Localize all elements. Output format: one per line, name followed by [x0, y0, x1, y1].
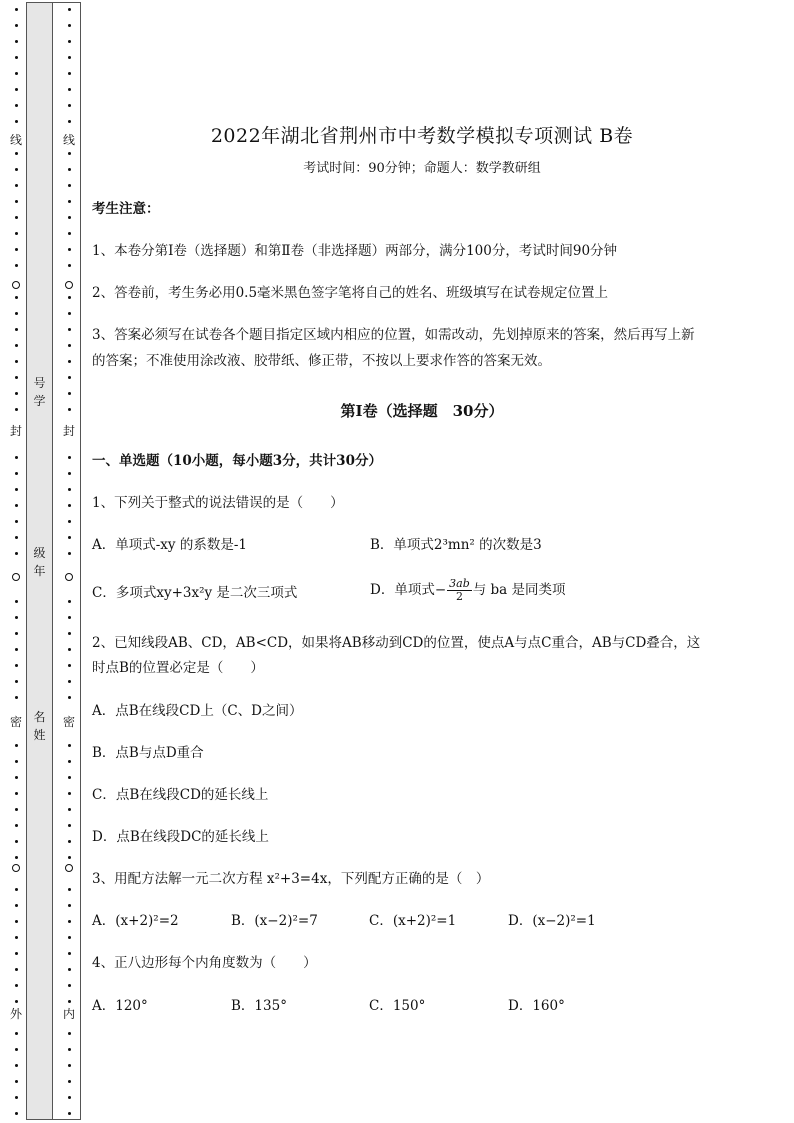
seal-dot	[68, 296, 71, 299]
seal-dot	[68, 1112, 71, 1115]
seal-dot	[68, 216, 71, 219]
seal-dot	[15, 552, 18, 555]
seal-dot	[68, 504, 71, 507]
seal-dot	[15, 600, 18, 603]
seal-circle	[12, 281, 20, 289]
seal-dot	[68, 184, 71, 187]
field-student-number: 号 学	[33, 376, 46, 408]
q4-option-b: B．135°	[231, 998, 287, 1014]
q1-option-b: B．单项式2³mn² 的次数是3	[370, 537, 542, 553]
seal-dot	[68, 760, 71, 763]
seal-dot	[15, 152, 18, 155]
seal-dot	[15, 968, 18, 971]
seal-dot	[68, 104, 71, 107]
seal-dot	[15, 696, 18, 699]
seal-dot	[68, 200, 71, 203]
seal-dot	[15, 168, 18, 171]
q2-option-c: C．点B在线段CD的延长线上	[92, 787, 269, 803]
seal-dot	[68, 648, 71, 651]
seal-dot	[68, 984, 71, 987]
seal-dot	[15, 8, 18, 11]
notice-item: 3、答案必须写在试卷各个题目指定区域内相应的位置，如需改动，先划掉原来的答案，然后再写上新	[92, 327, 695, 343]
seal-dot	[15, 1000, 18, 1003]
question-3-stem: 3、用配方法解一元二次方程 x²+3=4x，下列配方正确的是（ ）	[92, 871, 490, 887]
seal-dot	[15, 408, 18, 411]
field-name: 名 姓	[33, 710, 46, 742]
seal-dot	[68, 664, 71, 667]
seal-dot	[15, 536, 18, 539]
q1-option-c: C．多项式xy+3x²y 是二次三项式	[92, 585, 298, 601]
question-1-stem: 1、下列关于整式的说法错误的是（ ）	[92, 495, 344, 511]
page-title: 2022年湖北省荆州市中考数学模拟专项测试 B卷	[210, 125, 634, 147]
seal-dot	[15, 984, 18, 987]
inner-char-nei: 内	[62, 1007, 75, 1021]
seal-dot	[68, 632, 71, 635]
seal-circle	[65, 281, 73, 289]
seal-dot	[68, 1080, 71, 1083]
notice-heading: 考生注意：	[92, 201, 160, 217]
seal-dot	[68, 120, 71, 123]
q2-option-b: B．点B与点D重合	[92, 745, 204, 761]
seal-dot	[68, 968, 71, 971]
seal-dot	[15, 760, 18, 763]
q2-option-d: D．点B在线段DC的延长线上	[92, 829, 269, 845]
seal-dot	[15, 264, 18, 267]
seal-dot	[15, 456, 18, 459]
seal-dot	[15, 376, 18, 379]
part-heading: 一、单选题（10小题，每小题3分，共计30分）	[92, 453, 382, 469]
notice-item: 的答案；不准使用涂改液、胶带纸、修正带，不按以上要求作答的答案无效。	[92, 353, 551, 369]
q1-option-d: D．单项式− $\frac{3ab}{2}$ 与 ba 是同类项	[370, 577, 566, 603]
seal-dot	[68, 232, 71, 235]
seal-dot	[68, 344, 71, 347]
seal-dot	[15, 888, 18, 891]
seal-dot	[68, 408, 71, 411]
inner-char-feng: 封	[62, 424, 75, 438]
seal-dot	[68, 792, 71, 795]
seal-dot	[15, 40, 18, 43]
q3-option-d: D．(x−2)²=1	[508, 913, 596, 929]
page-subtitle: 考试时间：90分钟；命题人：数学教研组	[303, 161, 541, 176]
seal-dot	[15, 904, 18, 907]
q3-option-b: B．(x−2)²=7	[231, 913, 318, 929]
seal-dot	[15, 24, 18, 27]
seal-dot	[68, 616, 71, 619]
seal-dot	[15, 200, 18, 203]
seal-dot	[68, 1064, 71, 1067]
seal-dot	[68, 152, 71, 155]
seal-dot	[15, 232, 18, 235]
seal-dot	[15, 792, 18, 795]
inner-char-xian: 线	[62, 133, 75, 147]
seal-circle	[12, 864, 20, 872]
seal-dot	[68, 168, 71, 171]
fraction: $\frac{3ab}{2}$	[449, 577, 470, 603]
inner-char-mi: 密	[62, 715, 75, 729]
seal-dot	[15, 952, 18, 955]
field-grade: 级 年	[33, 546, 46, 578]
seal-dot	[15, 776, 18, 779]
seal-dot	[68, 264, 71, 267]
seal-dot	[15, 664, 18, 667]
inner-border	[53, 2, 81, 1120]
question-2-stem: 2、已知线段AB、CD，AB<CD，如果将AB移动到CD的位置，使点A与点C重合，AB与CD叠合，这	[92, 635, 701, 651]
seal-dot	[15, 824, 18, 827]
seal-dot	[68, 488, 71, 491]
seal-dot	[15, 616, 18, 619]
seal-dot	[68, 376, 71, 379]
seal-dot	[68, 536, 71, 539]
seal-dot	[15, 1080, 18, 1083]
seal-dot	[68, 40, 71, 43]
seal-dot	[15, 392, 18, 395]
seal-dot	[68, 856, 71, 859]
seal-dot	[15, 840, 18, 843]
seal-dot	[68, 520, 71, 523]
seal-dot	[15, 1064, 18, 1067]
seal-dot	[15, 936, 18, 939]
q4-option-a: A．120°	[92, 998, 148, 1014]
seal-dot	[68, 312, 71, 315]
seal-dot	[15, 312, 18, 315]
seal-circle	[65, 573, 73, 581]
seal-dot	[68, 840, 71, 843]
notice-item: 1、本卷分第Ⅰ卷（选择题）和第Ⅱ卷（非选择题）两部分，满分100分，考试时间90分钟	[92, 243, 618, 259]
seal-dot	[15, 920, 18, 923]
seal-dot	[15, 184, 18, 187]
seal-dot	[68, 456, 71, 459]
q3-option-a: A．(x+2)²=2	[92, 913, 179, 929]
outer-char-wai: 外	[9, 1007, 22, 1021]
seal-dot	[68, 552, 71, 555]
seal-dot	[68, 72, 71, 75]
seal-dot	[68, 808, 71, 811]
seal-dot	[15, 1112, 18, 1115]
q2-option-a: A．点B在线段CD上（C、D之间）	[92, 703, 303, 719]
q3-option-c: C．(x+2)²=1	[369, 913, 457, 929]
seal-circle	[65, 864, 73, 872]
seal-dot	[68, 824, 71, 827]
seal-dot	[68, 888, 71, 891]
seal-dot	[68, 904, 71, 907]
outer-char-mi: 密	[9, 715, 22, 729]
seal-dot	[68, 1000, 71, 1003]
seal-dot	[68, 1096, 71, 1099]
q4-option-d: D．160°	[508, 998, 565, 1014]
seal-dot	[68, 472, 71, 475]
seal-dot	[68, 1048, 71, 1051]
seal-dot	[15, 856, 18, 859]
seal-dot	[68, 24, 71, 27]
seal-dot	[68, 360, 71, 363]
seal-dot	[68, 328, 71, 331]
seal-dot	[68, 248, 71, 251]
seal-dot	[15, 504, 18, 507]
seal-dot	[68, 88, 71, 91]
seal-dot	[15, 296, 18, 299]
seal-dot	[15, 56, 18, 59]
question-4-stem: 4、正八边形每个内角度数为（ ）	[92, 955, 317, 971]
seal-dot	[15, 648, 18, 651]
q1-option-a: A．单项式-xy 的系数是-1	[92, 537, 247, 553]
seal-dot	[68, 680, 71, 683]
seal-dot	[15, 248, 18, 251]
seal-dot	[68, 776, 71, 779]
seal-dot	[15, 328, 18, 331]
seal-dot	[68, 1032, 71, 1035]
seal-dot	[15, 680, 18, 683]
seal-dot	[68, 920, 71, 923]
seal-dot	[68, 392, 71, 395]
seal-dot	[15, 1096, 18, 1099]
seal-dot	[15, 520, 18, 523]
question-2-stem-cont: 时点B的位置必定是（ ）	[92, 660, 264, 676]
seal-dot	[15, 1032, 18, 1035]
seal-dot	[15, 344, 18, 347]
seal-dot	[15, 1048, 18, 1051]
seal-dot	[15, 216, 18, 219]
seal-dot	[68, 600, 71, 603]
seal-dot	[15, 744, 18, 747]
seal-dot	[15, 472, 18, 475]
seal-dot	[68, 952, 71, 955]
seal-dot	[68, 56, 71, 59]
seal-dot	[15, 488, 18, 491]
seal-dot	[68, 744, 71, 747]
seal-dot	[15, 808, 18, 811]
q4-option-c: C．150°	[369, 998, 426, 1014]
seal-dot	[15, 360, 18, 363]
seal-dot	[15, 88, 18, 91]
seal-dot	[68, 936, 71, 939]
notice-item: 2、答卷前，考生务必用0.5毫米黑色签字笔将自己的姓名、班级填写在试卷规定位置上	[92, 285, 609, 301]
outer-char-xian: 线	[9, 133, 22, 147]
seal-dot	[68, 696, 71, 699]
seal-circle	[12, 573, 20, 581]
seal-dot	[15, 120, 18, 123]
outer-char-feng: 封	[9, 424, 22, 438]
seal-dot	[68, 8, 71, 11]
seal-dot	[15, 104, 18, 107]
seal-dot	[15, 72, 18, 75]
section-title: 第Ⅰ卷（选择题 30分）	[340, 402, 504, 420]
seal-dot	[15, 632, 18, 635]
